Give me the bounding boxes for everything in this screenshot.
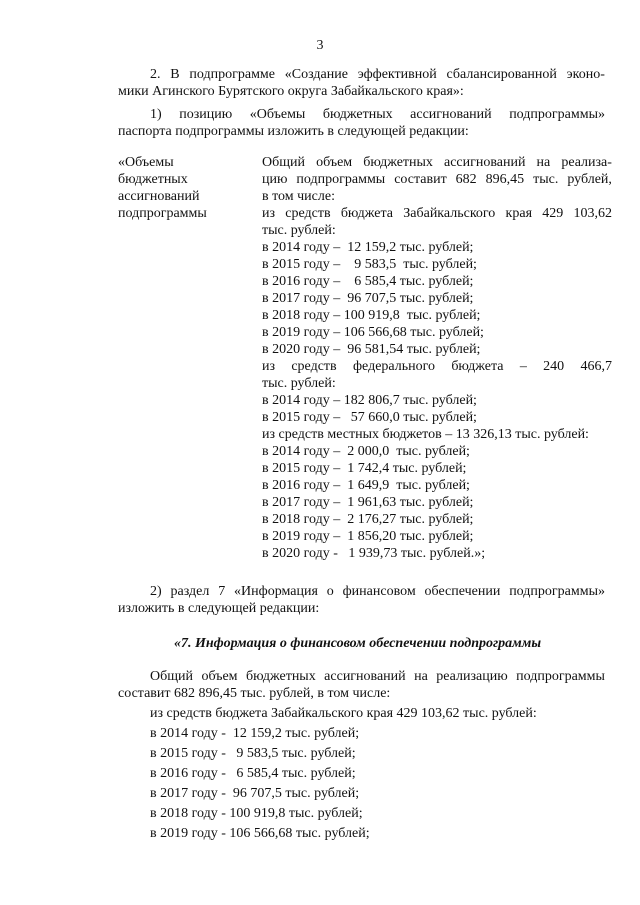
section7-intro-line-1: 2) раздел 7 «Информация о финансовом обеспечении подпрограммы»	[150, 584, 605, 599]
table-right-line: из средств местных бюджетов – 13 326,13 тыс. рублей:	[262, 427, 589, 442]
table-right-line: цию подпрограммы составит 682 896,45 тыс. рублей,	[262, 172, 612, 187]
table-right-line: в 2014 году – 2 000,0 тыс. рублей;	[262, 444, 470, 459]
page-number: 3	[316, 38, 324, 53]
table-right-line: в 2019 году – 1 856,20 тыс. рублей;	[262, 529, 474, 544]
section7-heading: «7. Информация о финансовом обеспечении подпрограммы	[174, 636, 542, 651]
section7-item: из средств бюджета Забайкальского края 429 103,62 тыс. рублей:	[150, 706, 537, 721]
table-left-line: ассигнований	[118, 189, 200, 204]
section7-body-line-1: Общий объем бюджетных ассигнований на реализацию подпрограммы	[150, 669, 605, 684]
table-right-line: в 2020 году – 96 581,54 тыс. рублей;	[262, 342, 481, 357]
intro-line-4: паспорта подпрограммы изложить в следующей редакции:	[118, 124, 469, 139]
table-right-line: в 2017 году – 96 707,5 тыс. рублей;	[262, 291, 474, 306]
section7-item: в 2019 году - 106 566,68 тыс. рублей;	[150, 826, 370, 841]
section7-item: в 2015 году - 9 583,5 тыс. рублей;	[150, 746, 356, 761]
intro-line-3: 1) позицию «Объемы бюджетных ассигнований подпрограммы»	[150, 107, 605, 122]
section7-body-line-2: составит 682 896,45 тыс. рублей, в том числе:	[118, 686, 391, 701]
table-right-line: в том числе:	[262, 189, 335, 204]
section7-intro-line-2: изложить в следующей редакции:	[118, 601, 320, 616]
table-right-line: в 2018 году – 2 176,27 тыс. рублей;	[262, 512, 474, 527]
table-right-line: тыс. рублей:	[262, 376, 336, 391]
table-right-line: в 2016 году – 1 649,9 тыс. рублей;	[262, 478, 470, 493]
table-right-line: в 2015 году – 1 742,4 тыс. рублей;	[262, 461, 467, 476]
table-right-line: в 2014 году – 182 806,7 тыс. рублей;	[262, 393, 477, 408]
table-left-line: «Объемы	[118, 155, 174, 170]
table-right-line: в 2014 году – 12 159,2 тыс. рублей;	[262, 240, 474, 255]
section7-item: в 2018 году - 100 919,8 тыс. рублей;	[150, 806, 363, 821]
table-right-line: в 2016 году – 6 585,4 тыс. рублей;	[262, 274, 474, 289]
table-right-line: тыс. рублей:	[262, 223, 336, 238]
table-left-line: бюджетных	[118, 172, 188, 187]
table-right-line: из средств федерального бюджета – 240 466,7	[262, 359, 612, 374]
section7-item: в 2014 году - 12 159,2 тыс. рублей;	[150, 726, 360, 741]
table-right-line: из средств бюджета Забайкальского края 429 103,62	[262, 206, 612, 221]
section7-item: в 2017 году - 96 707,5 тыс. рублей;	[150, 786, 360, 801]
table-right-line: в 2018 году – 100 919,8 тыс. рублей;	[262, 308, 481, 323]
table-right-line: в 2017 году – 1 961,63 тыс. рублей;	[262, 495, 474, 510]
table-right-line: в 2020 году - 1 939,73 тыс. рублей.»;	[262, 546, 486, 561]
table-right-line: в 2015 году – 57 660,0 тыс. рублей;	[262, 410, 477, 425]
table-right-line: в 2015 году – 9 583,5 тыс. рублей;	[262, 257, 477, 272]
intro-line-1: 2. В подпрограмме «Создание эффективной сбалансированной эконо-	[150, 67, 605, 82]
table-left-line: подпрограммы	[118, 206, 207, 221]
table-right-line: Общий объем бюджетных ассигнований на реализа-	[262, 155, 612, 170]
section7-item: в 2016 году - 6 585,4 тыс. рублей;	[150, 766, 356, 781]
intro-line-2: мики Агинского Бурятского округа Забайкальского края»:	[118, 84, 464, 99]
table-right-line: в 2019 году – 106 566,68 тыс. рублей;	[262, 325, 484, 340]
